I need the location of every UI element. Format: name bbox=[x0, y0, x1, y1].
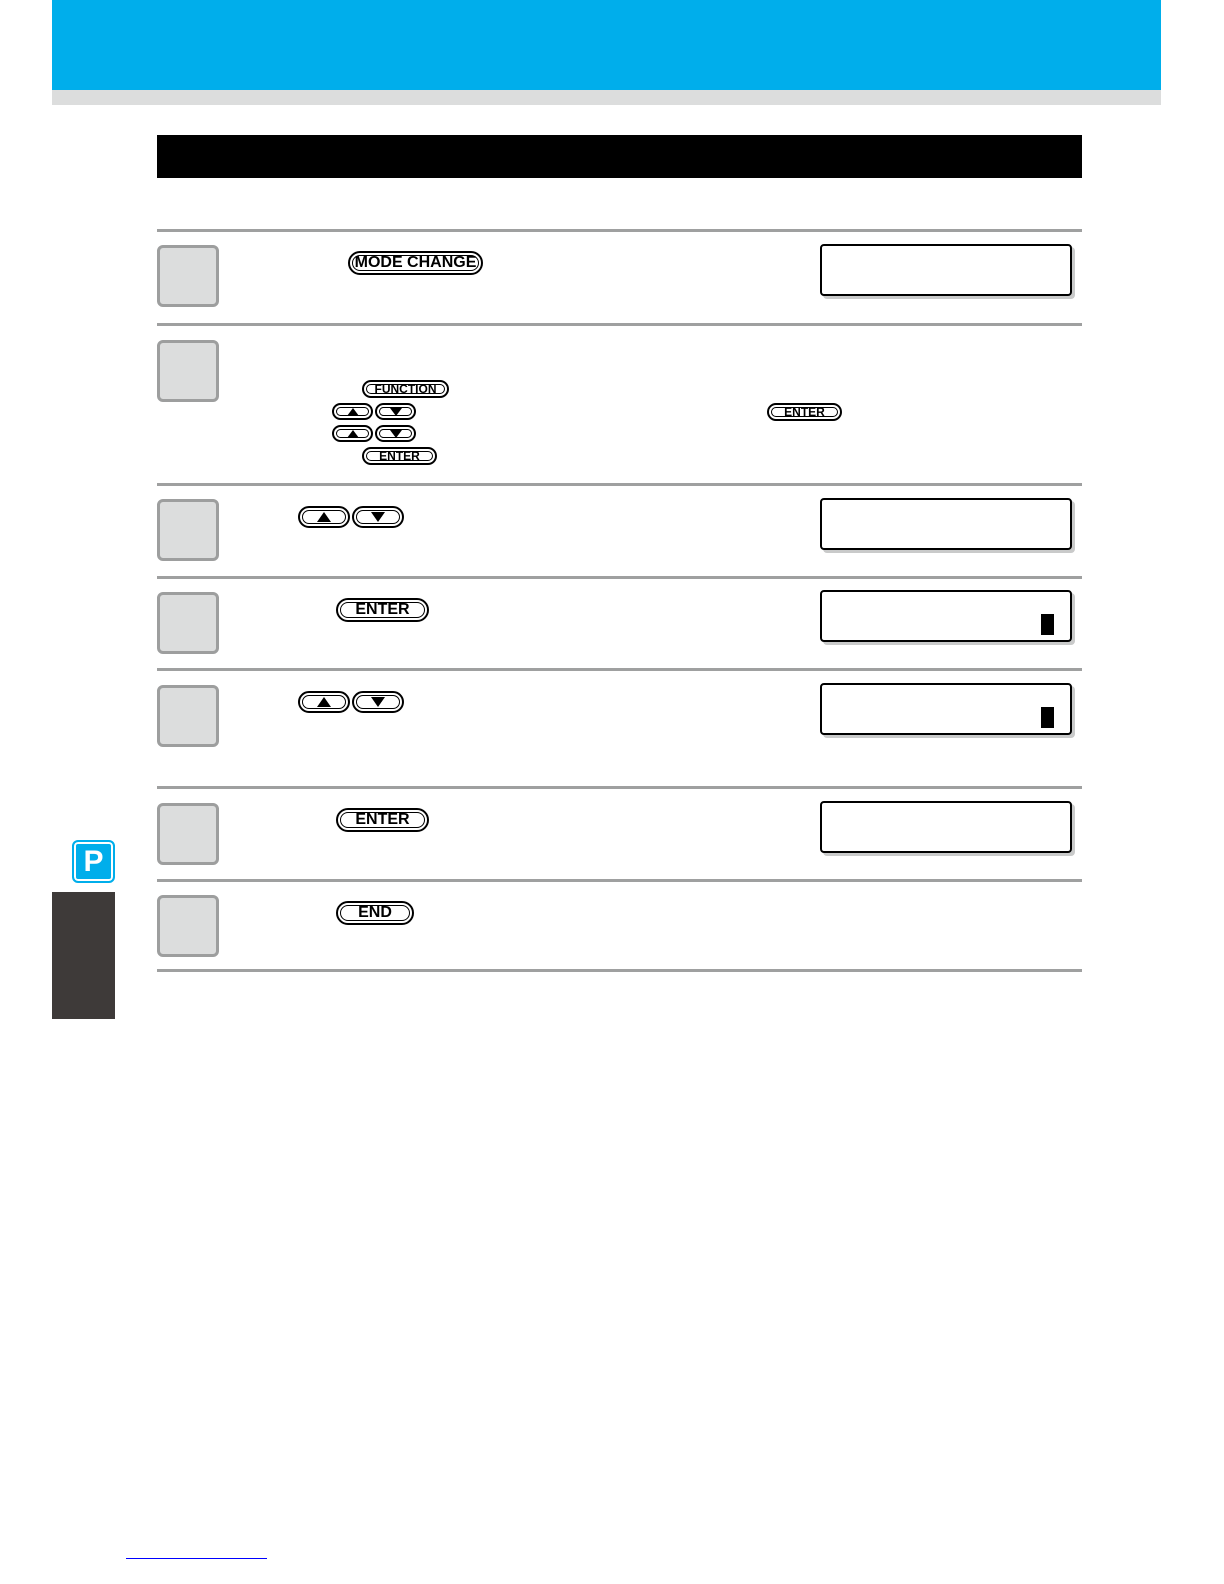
up-key bbox=[332, 425, 373, 442]
down-key bbox=[375, 425, 416, 442]
up-key bbox=[332, 403, 373, 420]
divider bbox=[157, 969, 1082, 972]
lcd-display-3 bbox=[820, 498, 1072, 550]
divider bbox=[157, 323, 1082, 326]
enter-key: ENTER bbox=[362, 447, 437, 465]
divider bbox=[157, 483, 1082, 486]
mode-change-key: MODE CHANGE bbox=[348, 251, 483, 275]
down-key bbox=[352, 691, 404, 713]
footer-link-underline[interactable] bbox=[126, 1558, 267, 1559]
up-arrow-icon bbox=[317, 512, 331, 522]
function-key: FUNCTION bbox=[362, 380, 449, 398]
up-arrow-icon bbox=[347, 430, 359, 438]
enter-key: ENTER bbox=[336, 598, 429, 622]
lcd-display-6 bbox=[820, 801, 1072, 853]
up-arrow-icon bbox=[317, 697, 331, 707]
up-arrow-icon bbox=[347, 408, 359, 416]
step-4-number-box bbox=[157, 592, 219, 654]
lcd-display-1 bbox=[820, 244, 1072, 296]
section-title-bar bbox=[157, 135, 1082, 178]
lcd-cursor-icon bbox=[1041, 707, 1054, 728]
lcd-cursor-icon bbox=[1041, 614, 1054, 635]
up-key bbox=[298, 506, 350, 528]
up-key bbox=[298, 691, 350, 713]
enter-key: ENTER bbox=[767, 403, 842, 421]
down-key bbox=[352, 506, 404, 528]
down-arrow-icon bbox=[390, 408, 402, 416]
end-key: END bbox=[336, 901, 414, 925]
enter-key: ENTER bbox=[336, 808, 429, 832]
step-7-number-box bbox=[157, 895, 219, 957]
divider bbox=[157, 668, 1082, 671]
chapter-tab bbox=[52, 892, 115, 1019]
lcd-display-5 bbox=[820, 683, 1072, 735]
header-band bbox=[52, 0, 1161, 90]
divider bbox=[157, 229, 1082, 232]
divider bbox=[157, 576, 1082, 579]
lcd-display-4 bbox=[820, 590, 1072, 642]
down-arrow-icon bbox=[371, 697, 385, 707]
step-6-number-box bbox=[157, 803, 219, 865]
step-5-number-box bbox=[157, 685, 219, 747]
header-shadow bbox=[52, 90, 1161, 105]
divider bbox=[157, 879, 1082, 882]
step-3-number-box bbox=[157, 499, 219, 561]
down-arrow-icon bbox=[371, 512, 385, 522]
divider bbox=[157, 786, 1082, 789]
p-icon: P bbox=[72, 840, 115, 883]
step-2-number-box bbox=[157, 340, 219, 402]
down-key bbox=[375, 403, 416, 420]
step-1-number-box bbox=[157, 245, 219, 307]
down-arrow-icon bbox=[390, 430, 402, 438]
